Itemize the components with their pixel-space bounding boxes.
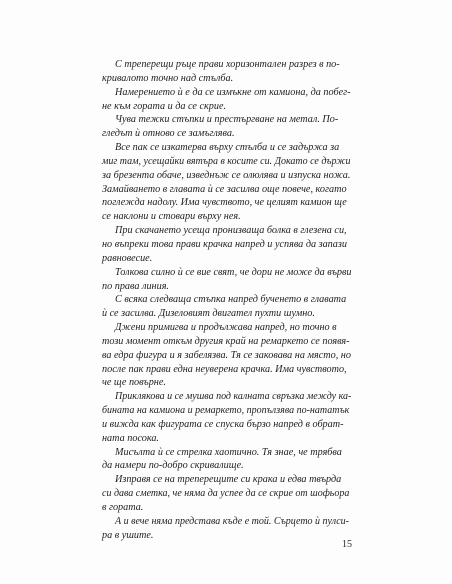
paragraph [102,113,352,141]
text-line: кривалото точно над стълба. [102,72,234,84]
text-line: че ще повърне. [102,377,166,389]
text-line: Толкова силно ѝ се вие свят, че дори не може да върви [115,266,352,278]
text-line: Изправя се на треперещите си крака и едва твърда [115,474,342,486]
text-line: се наклони и стовари върху нея. [102,211,241,223]
text-line: равновесие. [102,252,153,264]
paragraph [102,224,352,266]
text-line: бината на камиона и ремаркето, пропълзява по-нататък [102,405,350,417]
text-line: А и вече няма представа къде е той. Сърцето ѝ пулси- [115,515,349,527]
text-line: в гората. [102,502,144,513]
paragraph [102,515,352,543]
text-line: ра в ушите. [102,529,154,541]
paragraph [102,321,352,390]
paragraph [102,141,352,224]
text-line: Замайването в главата ѝ се засилва още повече, когато [102,183,347,195]
text-line: Все пак се изкатерва върху стълба и се задържа за [115,142,340,154]
text-line: не към гората и да се скрие. [102,100,227,112]
paragraph [102,446,352,474]
text-line: При скачането усеща пронизваща болка в глезена си, [115,225,347,237]
text-line: Чува тежки стъпки и престъргване на метал. По- [115,114,339,126]
text-line: ѝ се засилва. Дизеловият двигател пухти шумно. [102,308,315,320]
text-line: Мисълта ѝ се стрелка хаотично. Тя знае, че трябва [115,446,342,458]
text-line: после пак прави една неуверена крачка. Има чувството, [102,363,347,375]
paragraph [102,86,352,114]
text-line: ната посока. [102,432,159,444]
text-line: гледът ѝ отново се замъглява. [102,128,235,140]
text-line: този момент откъм другия край на ремаркето се появя- [102,335,350,347]
text-line: да намери по-добро скривалище. [102,460,244,472]
paragraph [102,58,352,86]
paragraph [102,473,352,515]
text-line: си дава сметка, че няма да успее да се скрие от шофьора [102,488,350,500]
text-line: ва едра фигура и я забелязва. Тя се заковава на място, но [102,349,351,361]
text-line: Джени примигва и продължава напред, но точно в [115,322,337,334]
text-line: и вижда как фигурата се спуска бързо напред в обрат- [102,418,344,430]
page-body-text [102,58,352,543]
text-line: С треперещи ръце прави хоризонтален разрез в по- [115,59,340,70]
text-line: но въпреки това прави крачка напред и успява да запази [102,238,347,250]
paragraph [102,266,352,294]
text-line: по права линия. [102,280,169,292]
page-number: 15 [342,539,352,550]
text-line: Приклякова и се мушва под калната свръзка между ка- [115,391,352,403]
text-line: поглежда надолу. Има чувството, че целият камион ще [102,197,347,209]
text-line: за брезента обаче, изведнъж се олюлява и изпуска ножа. [102,169,351,181]
text-line: Намерението ѝ е да се измъкне от камиона, да побег- [115,86,351,98]
text-line: С всяка следваща стъпка напред бученето в главата [115,294,347,306]
paragraph [102,390,352,445]
paragraph [102,293,352,321]
text-line: миг там, усещайки вятъра в косите си. Докато се държи [102,155,351,167]
